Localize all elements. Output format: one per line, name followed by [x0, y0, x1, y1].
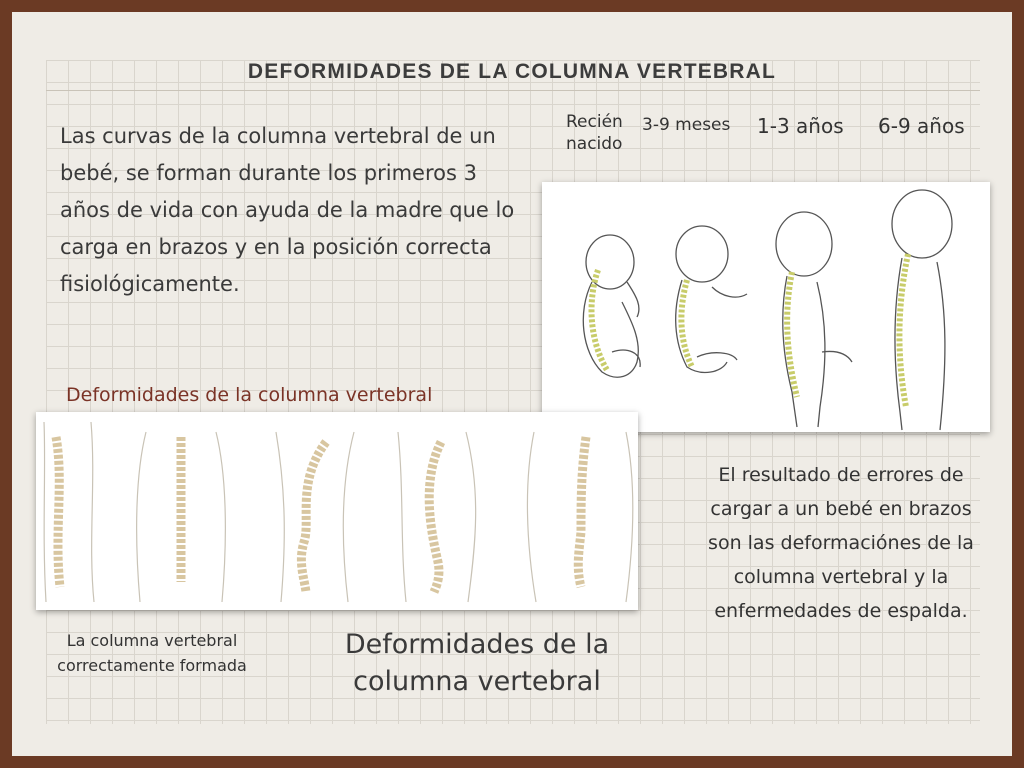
margin-left [12, 12, 46, 756]
result-paragraph: El resultado de errores de cargar a un bebé en brazos son las deformaciónes de la columna vertebral y la enfermedades de espalda. [708, 464, 974, 622]
lordosis-spine [578, 437, 586, 587]
slide-title: DEFORMIDADES DE LA COLUMNA VERTEBRAL [247, 60, 777, 83]
margin-bottom [12, 724, 1012, 756]
normal-spine-side [56, 437, 60, 587]
spine-deformities-illustration [36, 412, 638, 610]
baby-spine-illustration [542, 182, 990, 432]
caption-correct-spine: La columna vertebral correctamente formada [57, 631, 247, 675]
baby-spine-development-image [542, 182, 990, 432]
caption-spine-deformities: Deformidades de la columna vertebral [344, 629, 610, 697]
intro-paragraph: Las curvas de la columna vertebral de un bebé, se forman durante los primeros 3 años de vida con ayuda de la madre que lo carga en brazos y en la posición correcta fisiológicamente. [60, 124, 515, 296]
age-label-6-9-years: 6-9 años [878, 114, 965, 138]
title-divider [46, 90, 980, 91]
age-label-1-3-years: 1-3 años [757, 114, 844, 138]
age-label-newborn: Recién nacido [566, 112, 623, 154]
scoliosis-spine [301, 442, 326, 592]
margin-top [12, 12, 1012, 60]
age-label-3-9-months: 3-9 meses [642, 115, 731, 135]
spine-deformities-image [36, 412, 638, 610]
kyphosis-spine [429, 442, 441, 592]
deformities-subtitle: Deformidades de la columna vertebral [66, 384, 433, 406]
slide [12, 12, 1012, 756]
